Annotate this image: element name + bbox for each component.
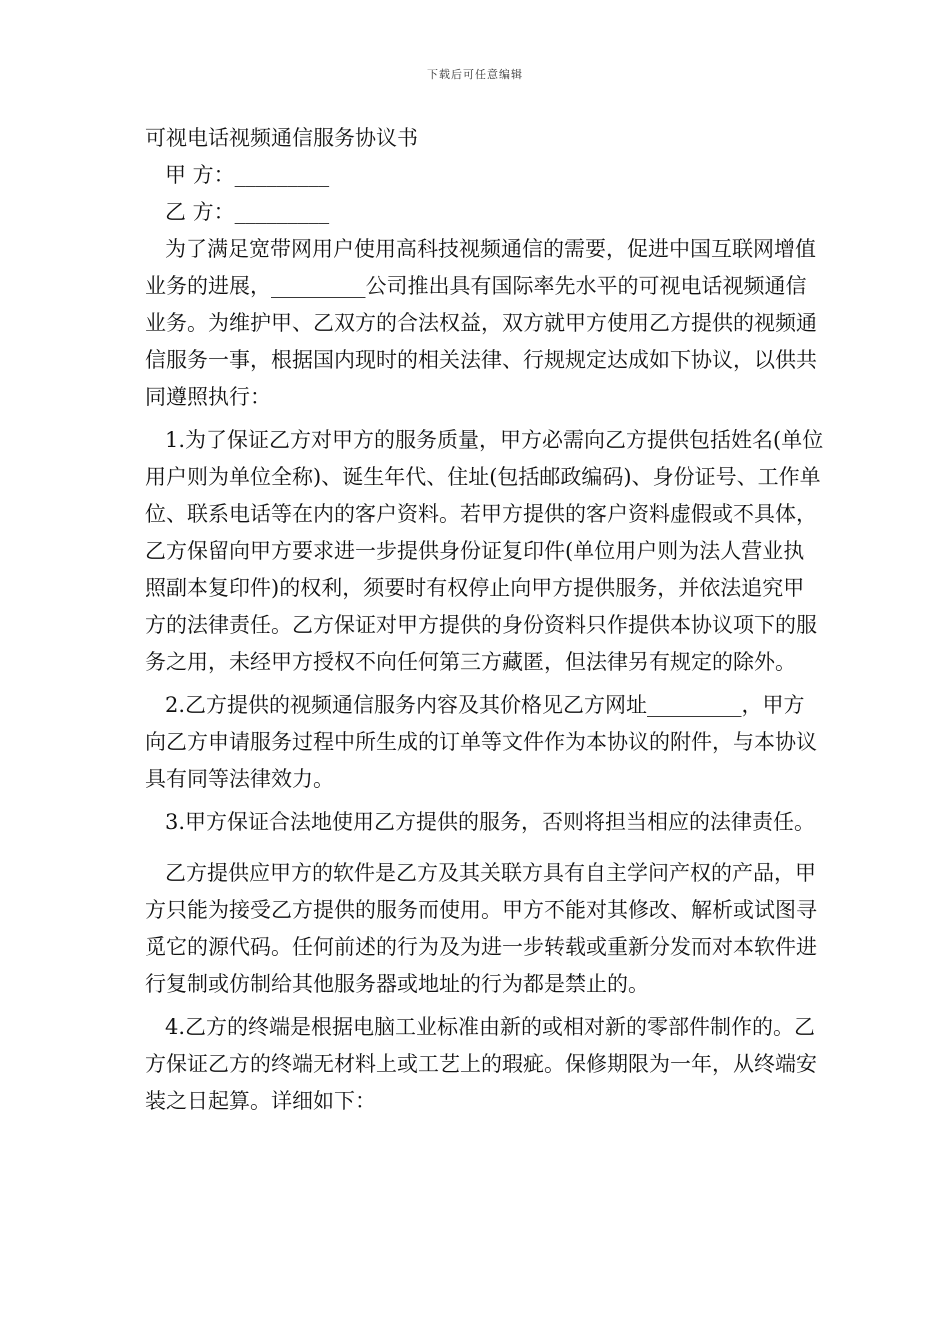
page-header: 下载后可任意编辑 bbox=[427, 68, 523, 81]
party-b-line: 乙 方：_________ bbox=[165, 200, 330, 224]
document-title: 可视电话视频通信服务协议书 bbox=[145, 126, 418, 150]
preamble-paragraph: 为了满足宽带网用户使用高科技视频通信的需要，促进中国互联网增值业务的进展，_________公司推出具有国际率先水平的可视电话视频通信业务。为维护甲、乙双方的合法权益，双方就甲方使用乙方提供的视频通信服务一事，根据国内现时的相关法律、行规规定达成如下协议，以供共同遵照执行： bbox=[145, 237, 817, 409]
clause-3-paragraph: 3.甲方保证合法地使用乙方提供的服务，否则将担当相应的法律责任。 bbox=[165, 810, 816, 834]
clause-4-paragraph: 4.乙方的终端是根据电脑工业标准由新的或相对新的零部件制作的。乙方保证乙方的终端无材料上或工艺上的瑕疵。保修期限为一年，从终端安装之日起算。详细如下： bbox=[145, 1015, 817, 1113]
clause-2-paragraph: 2.乙方提供的视频通信服务内容及其价格见乙方网址_________，甲方向乙方申请服务过程中所生成的订单等文件作为本协议的附件，与本协议具有同等法律效力。 bbox=[145, 693, 817, 791]
party-a-line: 甲 方：_________ bbox=[165, 163, 330, 187]
document-body bbox=[145, 120, 825, 1120]
clause-1-paragraph: 1.为了保证乙方对甲方的服务质量，甲方必需向乙方提供包括姓名(单位用户则为单位全称)、诞生年代、住址(包括邮政编码)、身份证号、工作单位、联系电话等在内的客户资料。若甲方提供的客户资料虚假或不具体，乙方保留向甲方要求进一步提供身份证复印件(单位用户则为法人营业执照副本复印件)的权利，须要时有权停止向甲方提供服务，并依法追究甲方的法律责任。乙方保证对甲方提供的身份资料只作提供本协议项下的服务之用，未经甲方授权不向任何第三方藏匿，但法律另有规定的除外。 bbox=[145, 428, 824, 674]
software-rights-paragraph: 乙方提供应甲方的软件是乙方及其关联方具有自主学问产权的产品，甲方只能为接受乙方提供的服务而使用。甲方不能对其修改、解析或试图寻觅它的源代码。任何前述的行为及为进一步转载或重新分发而对本软件进行复制或仿制给其他服务器或地址的行为都是禁止的。 bbox=[145, 861, 817, 996]
